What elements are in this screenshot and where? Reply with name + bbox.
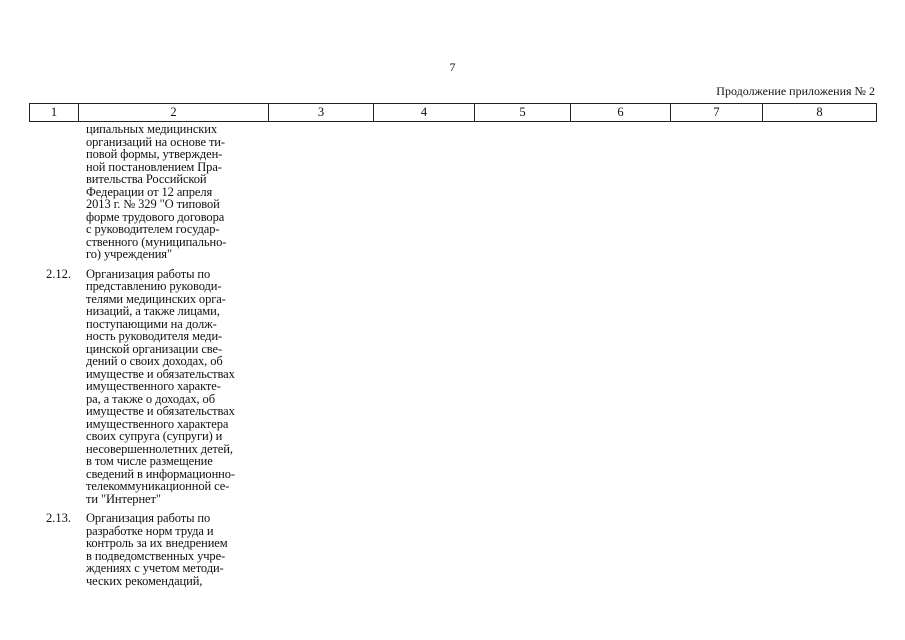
table-row — [29, 123, 289, 261]
header-row — [30, 104, 877, 122]
page-number: 7 — [449, 60, 456, 74]
table-body — [29, 123, 289, 587]
column-header-6: 6 — [571, 104, 671, 122]
column-header-5: 5 — [475, 104, 571, 122]
table-row — [29, 512, 289, 587]
column-header-3: 3 — [269, 104, 374, 122]
column-header-1: 1 — [30, 104, 79, 122]
column-number-header — [29, 103, 877, 122]
row-description: Организация работы по разработке норм труда и контроль за их внедрением в подведомственных учре- ждениях с учетом методи- ческих рекомендаций, — [86, 511, 228, 588]
table-row — [29, 268, 289, 506]
row-description: Организация работы по представлению руководи- телями медицинских орга- низаций, а также лицами, поступающими на долж- ность руководителя меди- цинской организации све- дений о своих доходах, об имуществе и обязательствах имущественного характе- ра, а также о доходах, об имуществе и обязательствах имущественного характера своих супруга (супруги) и несовершеннолетних детей, в том числе размещение сведений в информационно- телекоммуникационной се- ти "Интернет" — [86, 266, 235, 506]
column-header-8: 8 — [763, 104, 877, 122]
row-description: ципальных медицинских организаций на основе ти- повой формы, утвержден- ной постановлением Пра- вительства Российской Федерации от 12 апреля 2013 г. № 329 "О типовой форме трудового договора с руководителем государ- ственного (муниципально- го) учреждения" — [86, 122, 227, 261]
row-number: 2.13. — [46, 511, 71, 525]
continuation-label: Продолжение приложения № 2 — [716, 84, 875, 98]
column-header-4: 4 — [374, 104, 475, 122]
column-header-2: 2 — [79, 104, 269, 122]
column-header-7: 7 — [671, 104, 763, 122]
row-number: 2.12. — [46, 266, 71, 281]
